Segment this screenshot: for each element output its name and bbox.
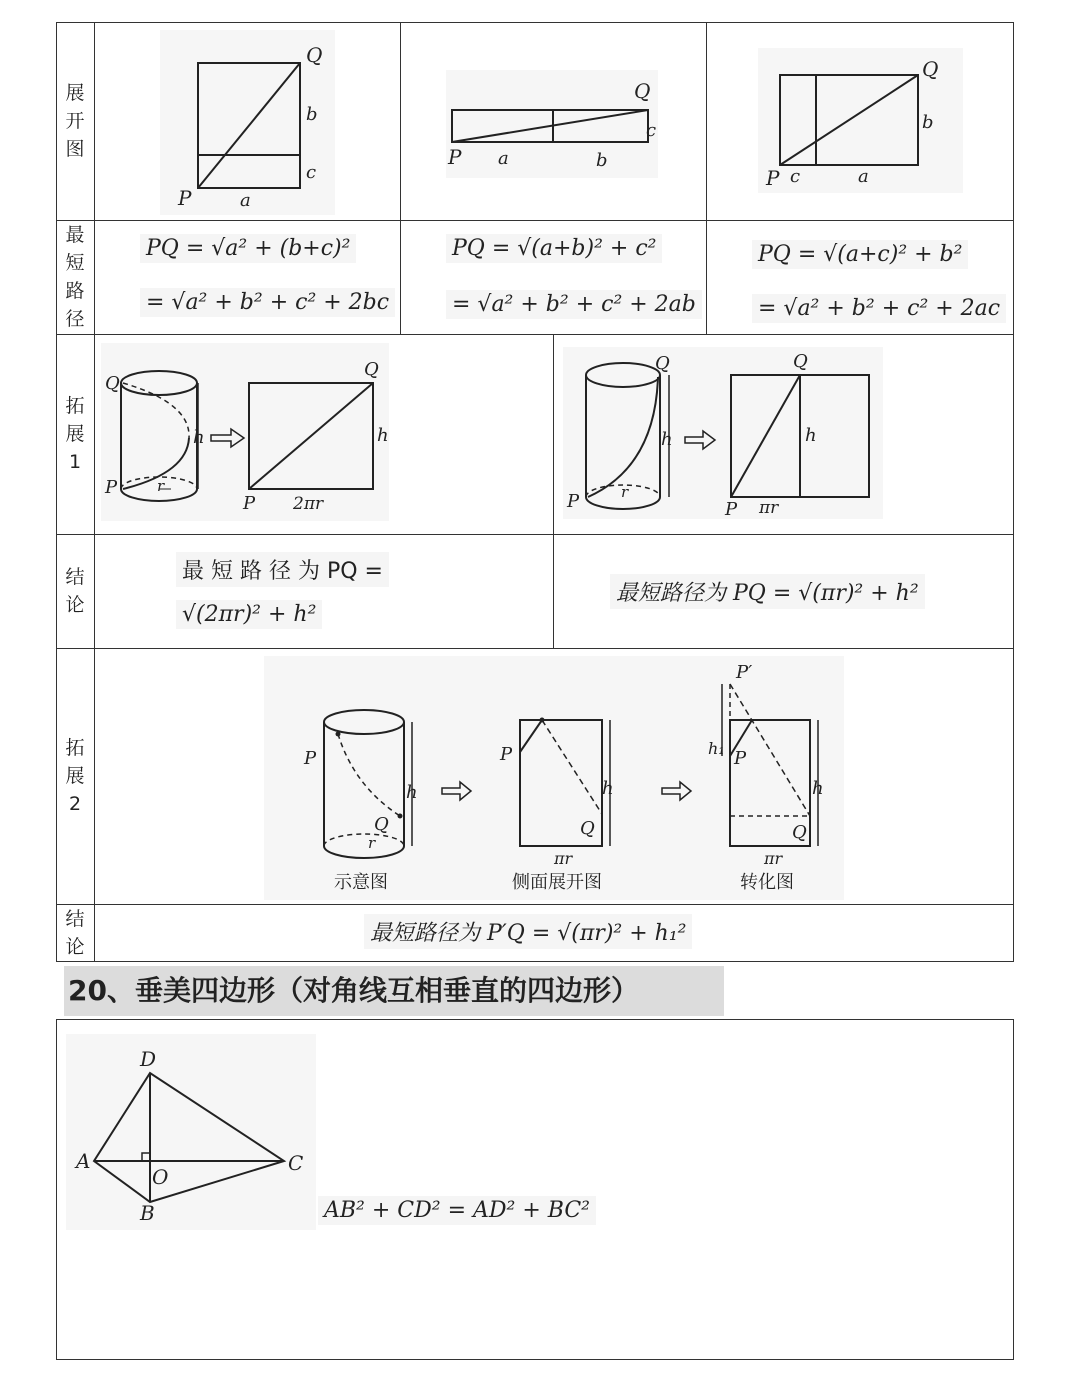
label-P: P bbox=[766, 166, 780, 190]
label-pr2: πr bbox=[554, 849, 573, 868]
label-P: P bbox=[304, 748, 317, 769]
label-b: b bbox=[596, 150, 608, 171]
label-c: c bbox=[646, 120, 657, 141]
label-A: A bbox=[76, 1149, 91, 1173]
label-Pprime: P′ bbox=[736, 662, 753, 683]
label-Q: Q bbox=[306, 43, 323, 67]
label-rect-P: P bbox=[243, 493, 256, 514]
label-Q: Q bbox=[105, 373, 120, 394]
label-h1: h₁ bbox=[708, 739, 725, 758]
row-label-conc2: 结论 bbox=[65, 907, 85, 958]
formula-3-line1: PQ = √(a+c)² + b² bbox=[752, 240, 968, 269]
label-h: h bbox=[406, 782, 418, 803]
label-r: r bbox=[621, 483, 629, 501]
row-label-conc1: 结论 bbox=[65, 566, 85, 616]
label-C: C bbox=[288, 1151, 304, 1175]
formula-3-line2: = √a² + b² + c² + 2ac bbox=[752, 294, 1006, 323]
label-b: b bbox=[306, 104, 318, 125]
label-rect-width: 2πr bbox=[293, 494, 324, 514]
label-rect-width: πr bbox=[759, 498, 779, 518]
label-rect-Q: Q bbox=[364, 359, 379, 380]
caption-transform: 转化图 bbox=[740, 872, 794, 893]
label-r: r bbox=[368, 834, 376, 852]
label-a: a bbox=[498, 148, 509, 169]
label-h: h bbox=[193, 427, 205, 448]
label-pr3: πr bbox=[764, 849, 783, 868]
label-Q3: Q bbox=[792, 822, 807, 843]
cylinder-figure-1 bbox=[101, 343, 389, 521]
row-label-ext2: 拓展2 bbox=[65, 737, 85, 815]
section-heading: 20、垂美四边形（对角线互相垂直的四边形） bbox=[64, 966, 724, 1016]
label-rect-Q: Q bbox=[793, 351, 808, 372]
formula-2-line2: = √a² + b² + c² + 2ab bbox=[446, 290, 702, 319]
label-h3: h bbox=[812, 778, 824, 799]
label-P3: P bbox=[734, 748, 747, 769]
label-c: c bbox=[306, 162, 317, 183]
label-P: P bbox=[178, 186, 192, 210]
label-Q2: Q bbox=[580, 818, 595, 839]
label-r: r bbox=[157, 477, 165, 495]
perpendicular-quad-formula: AB² + CD² = AD² + BC² bbox=[318, 1196, 596, 1225]
caption-unfold: 侧面展开图 bbox=[512, 872, 602, 893]
cylinder-figure-2 bbox=[563, 347, 883, 519]
label-rect-P: P bbox=[725, 499, 738, 519]
formula-1-line2: = √a² + b² + c² + 2bc bbox=[140, 288, 395, 317]
unfold-figure-3 bbox=[758, 48, 963, 193]
conclusion-1-line2: √(2πr)² + h² bbox=[176, 600, 322, 629]
conclusion-1-line1: 最 短 路 径 为 PQ = bbox=[176, 552, 389, 587]
label-rect-h: h bbox=[805, 425, 817, 446]
label-P2: P bbox=[500, 744, 513, 765]
label-O: O bbox=[152, 1165, 169, 1189]
label-P: P bbox=[448, 145, 462, 169]
label-c: c bbox=[790, 166, 801, 187]
unfold-figure-2 bbox=[446, 70, 658, 178]
row-label-unfold: 展开图 bbox=[65, 82, 85, 160]
label-Q: Q bbox=[922, 57, 939, 81]
label-a: a bbox=[240, 190, 251, 211]
label-b: b bbox=[922, 112, 934, 133]
label-P: P bbox=[567, 491, 580, 512]
row-label-shortest: 最短路径 bbox=[65, 224, 85, 330]
extension-2-figure bbox=[264, 656, 844, 900]
conclusion-3: 最短路径为 P′Q = √(πr)² + h₁² bbox=[364, 914, 692, 949]
label-h2: h bbox=[602, 778, 614, 799]
label-Q: Q bbox=[634, 79, 651, 103]
formula-1-line1: PQ = √a² + (b+c)² bbox=[140, 234, 356, 263]
unfold-figure-1 bbox=[160, 30, 335, 215]
label-a: a bbox=[858, 166, 869, 187]
label-D: D bbox=[140, 1047, 157, 1071]
label-P: P bbox=[105, 477, 118, 498]
label-B: B bbox=[140, 1201, 155, 1225]
label-rect-h: h bbox=[377, 425, 389, 446]
conclusion-2: 最短路径为 PQ = √(πr)² + h² bbox=[610, 574, 925, 609]
label-Q: Q bbox=[374, 814, 389, 835]
row-label-ext1: 拓展1 bbox=[65, 395, 85, 473]
quadrilateral-figure bbox=[66, 1034, 316, 1230]
caption-schematic: 示意图 bbox=[334, 872, 388, 893]
formula-2-line1: PQ = √(a+b)² + c² bbox=[446, 234, 662, 263]
label-Q: Q bbox=[655, 353, 670, 374]
label-h: h bbox=[661, 429, 673, 450]
